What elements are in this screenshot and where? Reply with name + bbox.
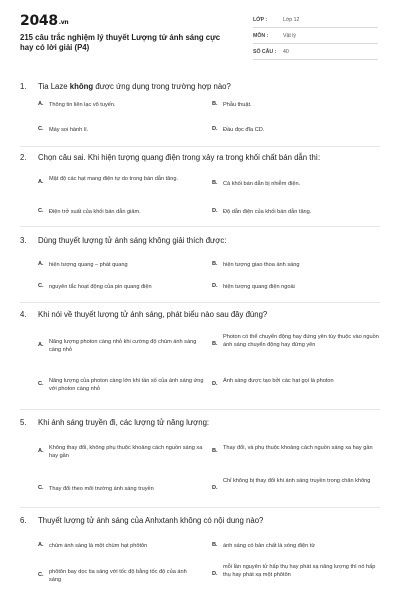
option-letter: B.: [212, 180, 218, 186]
option-text: Thay đổi theo môi trường ánh sáng truyền: [49, 486, 154, 492]
meta-value: Lớp 12: [283, 17, 300, 23]
option-text: Không thay đổi, không phụ thuộc khoảng cách nguồn sáng xa hay gần: [49, 445, 203, 459]
option-text: Ánh sáng được tạo bởi các hạt gọi là photon: [223, 378, 334, 384]
meta-label: LỚP :: [253, 17, 268, 23]
option-text: hiện tượng quang – phát quang: [49, 262, 128, 268]
option-letter: C.: [38, 283, 44, 289]
question-text: Chọn câu sai. Khi hiện tượng quang điện trong xảy ra trong khối chất bán dẫn thì:: [38, 153, 321, 162]
logo-text: 2048: [20, 13, 58, 29]
option-text: Đầu đọc đĩa CD.: [223, 127, 265, 133]
option-text: Thông tin liên lạc vô tuyến.: [49, 102, 116, 108]
option-letter: B.: [212, 448, 218, 454]
option-letter: A.: [38, 179, 44, 185]
question-number: 5.: [20, 418, 27, 427]
option-text: Năng lượng của photon càng lớn khi tần số của ánh sáng ứng với photon càng nhỏ: [49, 378, 204, 392]
option-text: chùm ánh sáng là một chùm hạt phôtôn: [49, 543, 148, 549]
option-letter: C.: [38, 208, 44, 214]
option-text: Mật độ các hạt mang điện tự do trong bán dẫn tăng.: [49, 176, 179, 182]
option-text: Photon có thể chuyển động hay đứng yên tùy thuộc vào nguồn ánh sáng chuyển động hay đứng yên: [223, 334, 379, 348]
question-divider: [20, 302, 380, 303]
meta-value: 40: [283, 49, 289, 55]
option-letter: A.: [38, 261, 44, 267]
option-letter: C.: [38, 572, 44, 578]
meta-row-subject: [253, 29, 378, 44]
option-letter: B.: [212, 341, 218, 347]
option-text: Điện trở suất của khối bán dẫn giảm.: [49, 209, 141, 215]
question-text-part: Tia Laze: [38, 82, 70, 91]
question-text-emphasis: không: [69, 82, 94, 91]
option-letter: D.: [212, 381, 218, 387]
option-text: hiện tượng giao thoa ánh sáng: [223, 262, 300, 268]
question-number: 1.: [20, 82, 27, 91]
option-text: Độ dẫn điện của khối bán dẫn tăng.: [223, 209, 312, 215]
option-text: Cả khối bán dẫn bị nhiễm điện.: [223, 181, 301, 187]
meta-row-class: [253, 13, 378, 28]
meta-value: Vật lý: [283, 33, 296, 39]
document-title: 215 câu trắc nghiệm lý thuyết Lượng tử ánh sáng cực hay có lời giải (P4): [20, 33, 221, 52]
option-letter: A.: [38, 542, 44, 548]
option-text: hiện tượng quang điện ngoài: [223, 284, 295, 290]
question-divider: [20, 146, 380, 147]
meta-row-count: [253, 45, 378, 60]
option-text: nguyên tắc hoạt động của pin quang điện: [49, 284, 152, 290]
question-divider: [20, 409, 380, 410]
option-text: phôtôn bay dọc tia sáng với tốc độ bằng tốc độ của ánh sáng: [49, 569, 187, 583]
logo-suffix: .vn: [58, 19, 69, 26]
option-text: Máy soi hành lí.: [49, 127, 89, 133]
site-logo[interactable]: [20, 13, 68, 29]
question-text-part: được ứng dụng trong trường hợp nào?: [93, 82, 231, 91]
question-text: Dùng thuyết lượng tử ánh sáng không giải thích được:: [38, 236, 227, 245]
option-text: ánh sáng có bản chất là sóng điện từ: [223, 543, 316, 549]
option-letter: A.: [38, 101, 44, 107]
page-header: [0, 0, 400, 70]
option-letter: A.: [38, 342, 44, 348]
question-text: Khi nói về thuyết lượng tử ánh sáng, phát biểu nào sau đây đúng?: [38, 310, 268, 319]
option-letter: D.: [212, 485, 218, 491]
question-divider: [20, 226, 380, 227]
option-text: mỗi lần nguyên tử hấp thụ hay phát xạ năng lượng thì nó hấp thụ hay phát xạ một phôtôn: [223, 564, 376, 578]
option-letter: A.: [38, 448, 44, 454]
option-letter: C.: [38, 126, 44, 132]
question-text: Khi ánh sáng truyền đi, các lượng tử năng lượng:: [38, 418, 210, 427]
meta-label: MÔN :: [253, 33, 269, 39]
option-letter: B.: [212, 542, 218, 548]
option-letter: B.: [212, 101, 218, 107]
option-letter: D.: [212, 571, 218, 577]
option-letter: B.: [212, 261, 218, 267]
question-text: [38, 82, 380, 91]
question-number: 3.: [20, 236, 27, 245]
option-text: Phẫu thuật.: [223, 102, 252, 108]
meta-label: SỐ CÂU :: [253, 49, 277, 55]
question-text: Thuyết lượng tử ánh sáng của Anhxtanh không có nội dung nào?: [38, 516, 264, 525]
option-text: Năng lượng photon càng nhỏ khi cường độ chùm ánh sáng càng nhỏ: [49, 339, 197, 353]
question-number: 2.: [20, 153, 27, 162]
option-letter: D.: [212, 208, 218, 214]
option-text: Chỉ không bị thay đổi khi ánh sáng truyền trong chân không: [223, 478, 371, 484]
question-number: 6.: [20, 516, 27, 525]
question-number: 4.: [20, 310, 27, 319]
question-divider: [20, 507, 380, 508]
option-letter: D.: [212, 283, 218, 289]
option-text: Thay đổi, và phụ thuộc khoảng cách nguồn sáng xa hay gần: [223, 445, 373, 451]
option-letter: D.: [212, 126, 218, 132]
option-letter: C.: [38, 381, 44, 387]
option-letter: C.: [38, 485, 44, 491]
